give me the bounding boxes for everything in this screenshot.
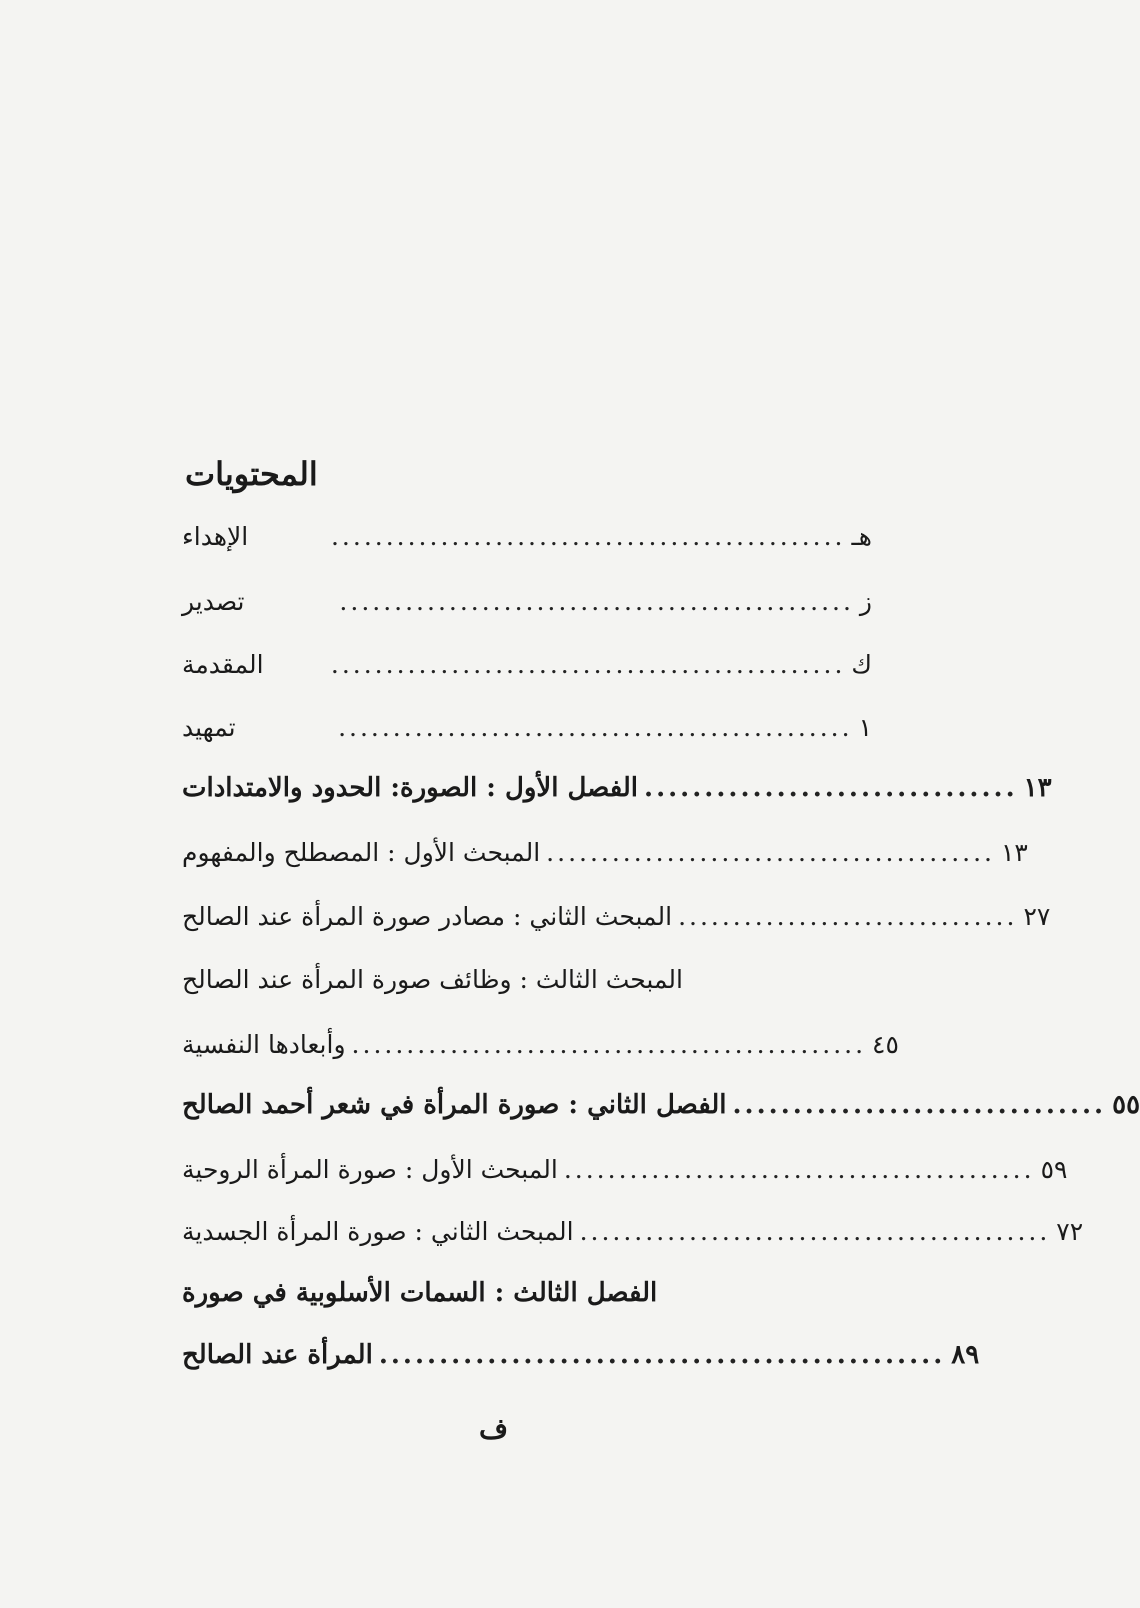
toc-leader-dots: ............................... <box>678 902 1018 931</box>
toc-page-number: ز <box>859 587 872 616</box>
toc-page-number: هـ <box>851 522 872 551</box>
toc-page-number: ٥٥ <box>1112 1090 1140 1120</box>
toc-page-number: ٧٢ <box>1056 1217 1084 1246</box>
toc-page-number: ٨٩ <box>951 1340 980 1370</box>
toc-page-number: ك <box>851 650 872 679</box>
toc-entry-label: المبحث الثاني : مصادر صورة المرأة عند الصالح <box>182 902 673 931</box>
toc-chapter-entry <box>182 1090 1140 1120</box>
toc-leader-dots: ............................................... <box>330 650 846 679</box>
toc-chapter-entry <box>182 1278 872 1308</box>
toc-entry <box>182 587 872 616</box>
toc-entry-label: المرأة عند الصالح <box>182 1340 373 1370</box>
toc-entry <box>182 713 872 742</box>
toc-leader-dots: ........................................... <box>579 1217 1051 1246</box>
toc-section-entry <box>182 965 832 994</box>
toc-leader-dots: ............................................... <box>351 1030 867 1059</box>
toc-page-number: ١٣ <box>1023 773 1052 803</box>
toc-section-entry <box>182 1155 1068 1184</box>
toc-leader-dots: ............................................... <box>378 1340 946 1370</box>
toc-page-number: ١٣ <box>1001 838 1028 867</box>
toc-leader-dots: ............................... <box>732 1090 1107 1120</box>
toc-entry-label: المبحث الثاني : صورة المرأة الجسدية <box>182 1217 574 1246</box>
toc-entry-label: تصدير <box>182 587 245 616</box>
toc-page-number: ١ <box>858 713 872 742</box>
toc-leader-dots: ......................................... <box>546 838 995 867</box>
toc-leader-dots: ........................................... <box>563 1155 1035 1184</box>
toc-entry-label: تمهيد <box>182 713 236 742</box>
toc-entry-label: المبحث الأول : صورة المرأة الروحية <box>182 1155 558 1184</box>
toc-entry-label: الفصل الأول : الصورة: الحدود والامتدادات <box>182 773 639 803</box>
toc-section-entry <box>182 1030 899 1059</box>
toc-page-number: ٢٧ <box>1023 902 1051 931</box>
page-title: المحتويات <box>185 455 318 493</box>
toc-page-number: ٥٩ <box>1040 1155 1068 1184</box>
toc-entry-label: الإهداء <box>182 522 249 551</box>
toc-section-entry <box>182 838 1028 867</box>
toc-leader-dots: ............................................... <box>338 713 853 742</box>
toc-entry <box>182 522 872 551</box>
toc-entry-label: المقدمة <box>182 650 264 679</box>
toc-entry-label: المبحث الثالث : وظائف صورة المرأة عند الصالح <box>182 965 683 994</box>
toc-section-entry <box>182 902 1051 931</box>
toc-entry-label: وأبعادها النفسية <box>182 1030 346 1059</box>
toc-leader-dots: ............................................... <box>330 522 846 551</box>
page-footer-number: ف <box>478 1412 509 1445</box>
toc-entry-label: الفصل الثالث : السمات الأسلوبية في صورة <box>182 1278 658 1308</box>
toc-page-number: ٤٥ <box>872 1030 899 1059</box>
toc-chapter-entry <box>182 1340 980 1370</box>
toc-section-entry <box>182 1217 1084 1246</box>
toc-chapter-entry <box>182 773 1052 803</box>
toc-entry-label: الفصل الثاني : صورة المرأة في شعر أحمد الصالح <box>182 1090 727 1120</box>
toc-leader-dots: ............................................... <box>339 587 854 616</box>
toc-entry <box>182 650 872 679</box>
toc-entry-label: المبحث الأول : المصطلح والمفهوم <box>182 838 541 867</box>
toc-leader-dots: ............................... <box>644 773 1018 803</box>
